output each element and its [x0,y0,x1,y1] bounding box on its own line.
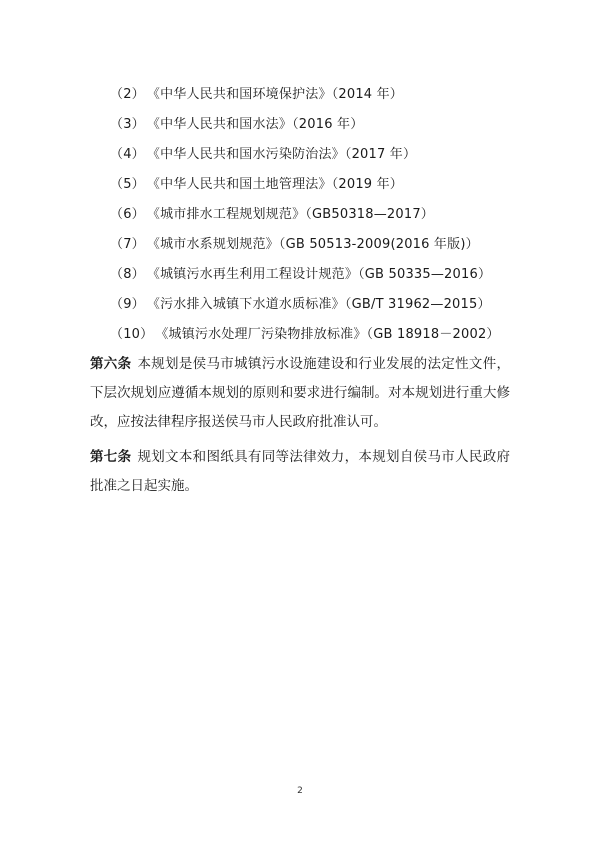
reference-list [110,80,550,350]
reference-title: 《中华人民共和国水污染防治法》 [146,147,345,162]
reference-index: （8） [110,267,145,282]
reference-item [110,290,550,320]
reference-note: （GB 18918－2002） [366,327,500,342]
article-six-text: 本规划是侯马市城镇污水设施建设和行业发展的法定性文件，下层次规划应遵循本规划的原则和要求进行编制。对本规划进行重大修改，应按法律程序报送侯马市人民政府批准认可。 [90,356,511,430]
reference-item [110,140,550,170]
reference-item [110,260,550,290]
reference-note: （GB50318—2017） [305,207,435,222]
reference-title: 《中华人民共和国土地管理法》 [146,177,332,192]
reference-title: 《污水排入城镇下水道水质标准》 [146,297,345,312]
reference-item [110,230,550,260]
reference-index: （6） [110,207,145,222]
reference-title: 《中华人民共和国水法》 [146,117,293,132]
reference-item [110,200,550,230]
reference-note: （2014 年） [331,87,404,102]
reference-title: 《城市排水工程规划规范》 [146,207,306,222]
reference-index: （3） [110,117,145,132]
reference-title: 《中华人民共和国环境保护法》 [146,87,332,102]
reference-note: （GB 50335—2016） [358,267,492,282]
reference-note: （GB/T 31962—2015） [344,297,491,312]
reference-title: 《城镇污水处理厂污染物排放标准》 [155,327,367,342]
reference-index: （4） [110,147,145,162]
reference-item [110,110,550,140]
article-seven-text: 规划文本和图纸具有同等法律效力，本规划自侯马市人民政府批准之日起实施。 [90,449,511,494]
reference-note: （2019 年） [331,177,404,192]
reference-item [110,80,550,110]
reference-title: 《城市水系规划规范》 [146,237,279,252]
reference-note: （GB 50513-2009(2016 年版)） [278,237,479,252]
article-six [90,350,510,437]
reference-item [110,170,550,200]
reference-index: （2） [110,87,145,102]
reference-item [110,320,550,350]
reference-note: （2016 年） [292,117,364,132]
article-seven [90,443,510,501]
reference-note: （2017 年） [344,147,417,162]
reference-index: （10） [110,327,154,342]
reference-index: （5） [110,177,145,192]
article-seven-label: 第七条 [90,449,132,465]
article-six-label: 第六条 [90,356,132,372]
page-number: 2 [297,786,303,796]
reference-index: （7） [110,237,145,252]
reference-title: 《城镇污水再生利用工程设计规范》 [146,267,359,282]
reference-index: （9） [110,297,145,312]
